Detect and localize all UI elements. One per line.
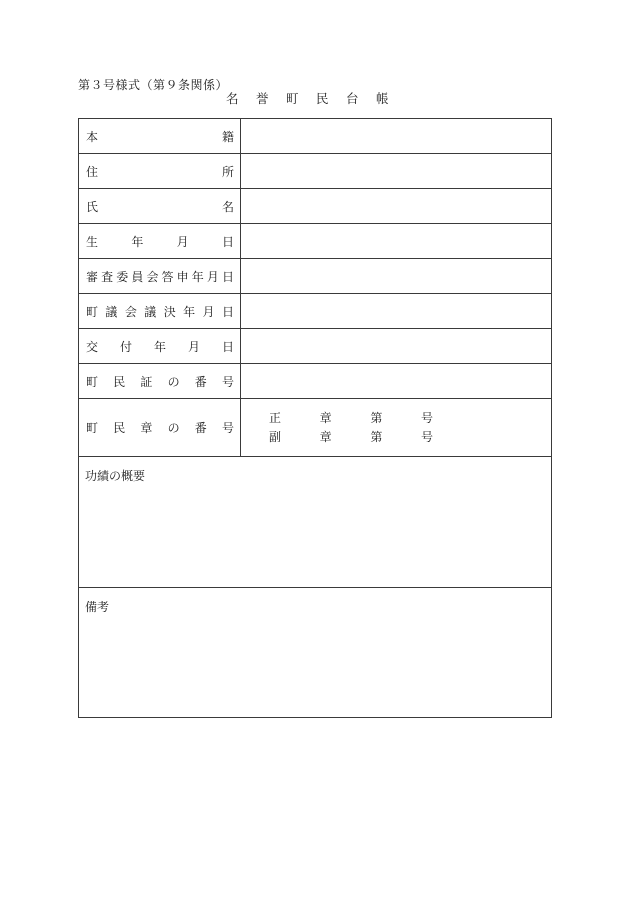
label-cell xyxy=(79,154,241,188)
label-cell xyxy=(79,329,241,363)
main-medal-line: 正 章 第 号 xyxy=(269,411,433,425)
label-cell xyxy=(79,364,241,398)
row-issue-date xyxy=(79,329,551,364)
label-cell xyxy=(79,294,241,328)
row-label: 町 民 証 の 番 号 xyxy=(86,374,234,389)
row-certificate-number xyxy=(79,364,551,399)
label-cell xyxy=(79,224,241,258)
row-medal-number xyxy=(79,399,551,457)
row-name xyxy=(79,189,551,224)
label-cell xyxy=(79,259,241,293)
form-number: 第３号様式（第９条関係） xyxy=(78,78,229,92)
row-label: 審 査 委 員 会 答 申 年 月 日 xyxy=(86,269,234,284)
document-title: 名誉町民台帳 xyxy=(226,91,407,106)
row-birthdate xyxy=(79,224,551,259)
achievements-section[interactable] xyxy=(79,457,551,588)
row-honseki xyxy=(79,119,551,154)
row-label: 住 所 xyxy=(86,164,234,179)
label-cell xyxy=(79,119,241,153)
row-label: 町 民 章 の 番 号 xyxy=(86,421,234,435)
row-council-resolution-date xyxy=(79,294,551,329)
honseki-value[interactable] xyxy=(241,119,551,153)
name-value[interactable] xyxy=(241,189,551,223)
remarks-label: 備考 xyxy=(85,600,110,614)
medal-lines xyxy=(269,409,433,447)
row-label: 生 年 月 日 xyxy=(86,234,234,249)
label-cell xyxy=(79,189,241,223)
sub-medal-line: 副 章 第 号 xyxy=(269,430,433,444)
council-resolution-date-value[interactable] xyxy=(241,294,551,328)
certificate-number-value[interactable] xyxy=(241,364,551,398)
ledger-table xyxy=(78,118,552,718)
achievements-label: 功績の概要 xyxy=(85,469,146,483)
row-committee-report-date xyxy=(79,259,551,294)
address-value[interactable] xyxy=(241,154,551,188)
issue-date-value[interactable] xyxy=(241,329,551,363)
medal-number-value[interactable] xyxy=(241,399,551,456)
committee-report-date-value[interactable] xyxy=(241,259,551,293)
row-address xyxy=(79,154,551,189)
birthdate-value[interactable] xyxy=(241,224,551,258)
row-label: 氏 名 xyxy=(86,199,234,214)
row-label: 交 付 年 月 日 xyxy=(86,339,234,354)
remarks-section[interactable] xyxy=(79,588,551,717)
row-label: 町 議 会 議 決 年 月 日 xyxy=(86,304,234,319)
label-cell xyxy=(79,399,241,456)
row-label: 本 籍 xyxy=(86,129,234,144)
